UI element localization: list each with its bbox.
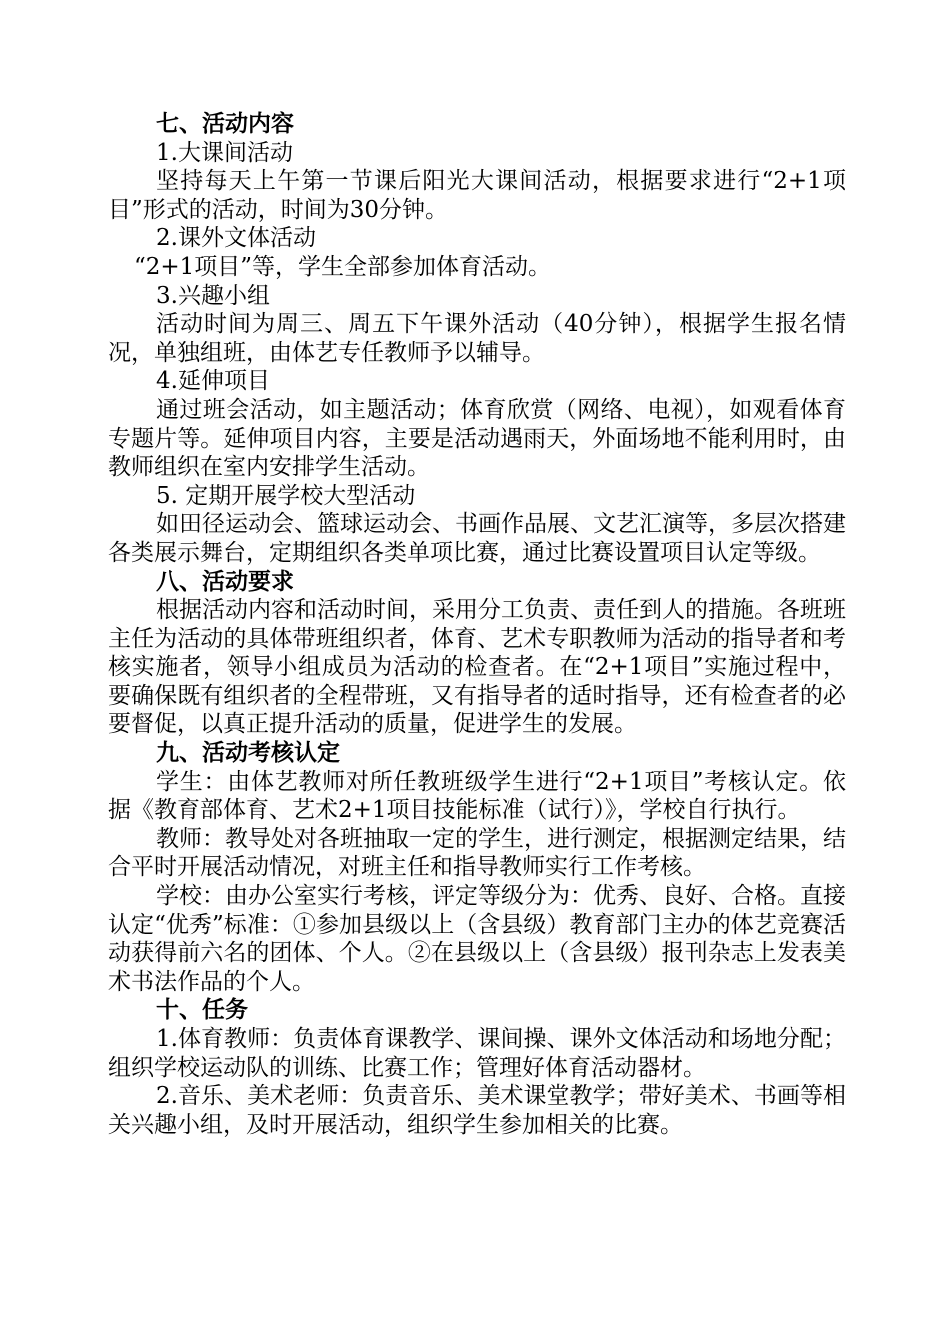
section-heading-10: 十、任务: [156, 996, 248, 1024]
section-10-paragraph-pe: 1.体育教师：负责体育课教学、课间操、课外文体活动和场地分配；组织学校运动队的训练、比赛工作；管理好体育活动器材。: [108, 1026, 846, 1081]
item-title-5: 5. 定期开展学校大型活动: [156, 482, 416, 509]
section-heading-8: 八、活动要求: [156, 567, 294, 595]
item-title-4: 4.延伸项目: [156, 368, 270, 395]
item-title-2: 2.课外文体活动: [156, 225, 316, 252]
section-9-paragraph-school: 学校：由办公室实行考核，评定等级分为：优秀、良好、合格。直接认定“优秀”标准：①参加县级以上（含县级）教育部门主办的体艺竞赛活动获得前六名的团体、个人。②在县级以上（含县级）报刊杂志上发表美术书法作品的个人。: [108, 883, 846, 995]
section-heading-9: 九、活动考核认定: [156, 739, 340, 767]
item-text-2: “2+1项目”等，学生全部参加体育活动。: [134, 253, 552, 280]
item-text-5: 如田径运动会、篮球运动会、书画作品展、文艺汇演等，多层次搭建各类展示舞台，定期组织各类单项比赛，通过比赛设置项目认定等级。: [108, 511, 846, 566]
section-8-paragraph: 根据活动内容和活动时间，采用分工负责、责任到人的措施。各班班主任为活动的具体带班组织者，体育、艺术专职教师为活动的指导者和考核实施者，领导小组成员为活动的检查者。在“2+1项目”实施过程中，要确保既有组织者的全程带班，又有指导者的适时指导，还有检查者的必要督促，以真正提升活动的质量，促进学生的发展。: [108, 597, 846, 738]
item-text-4: 通过班会活动，如主题活动；体育欣赏（网络、电视），如观看体育专题片等。延伸项目内容，主要是活动遇雨天，外面场地不能利用时，由教师组织在室内安排学生活动。: [108, 396, 846, 481]
section-10-paragraph-arts: 2.音乐、美术老师：负责音乐、美术课堂教学；带好美术、书画等相关兴趣小组，及时开展活动，组织学生参加相关的比赛。: [108, 1083, 846, 1138]
section-9-paragraph-students: 学生：由体艺教师对所任教班级学生进行“2+1项目”考核认定。依据《教育部体育、艺术2+1项目技能标准（试行）》，学校自行执行。: [108, 768, 846, 824]
item-title-1: 1.大课间活动: [156, 139, 293, 166]
section-heading-7: 七、活动内容: [156, 110, 294, 137]
section-9-paragraph-teachers: 教师：教导处对各班抽取一定的学生，进行测定，根据测定结果，结合平时开展活动情况，对班主任和指导教师实行工作考核。: [108, 825, 846, 881]
item-title-3: 3.兴趣小组: [156, 282, 270, 309]
document-body: [108, 110, 846, 1139]
item-text-3: 活动时间为周三、周五下午课外活动（40分钟），根据学生报名情况，单独组班，由体艺专任教师予以辅导。: [108, 311, 846, 366]
item-text-1: 坚持每天上午第一节课后阳光大课间活动，根据要求进行“2+1项目”形式的活动，时间为30分钟。: [108, 168, 846, 223]
